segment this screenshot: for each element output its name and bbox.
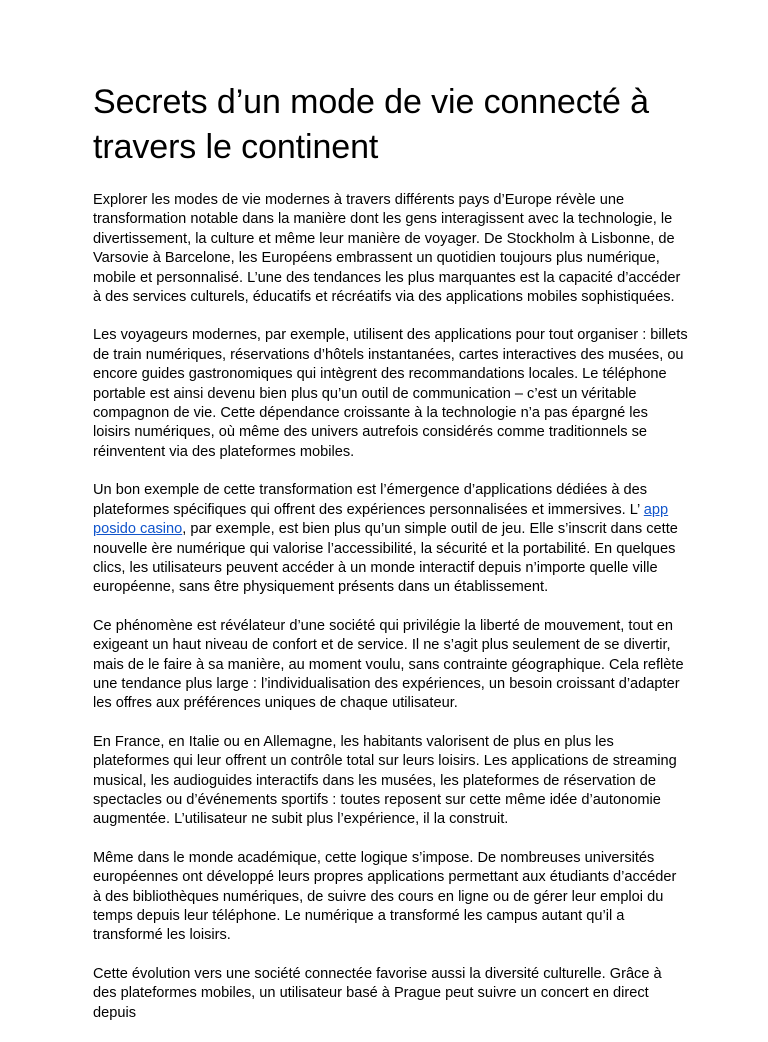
- paragraph-3-before: Un bon exemple de cette transformation est l’émergence d’applications dédiées à des plateformes spécifiques qui offrent des expériences personnalisées et immersives. L’: [93, 482, 648, 518]
- document-title: Secrets d’un mode de vie connecté à travers le continent: [93, 83, 649, 166]
- paragraph-2: Les voyageurs modernes, par exemple, utilisent des applications pour tout organiser : billets de train numériques, réservations d’hôtels instantanées, cartes interactives des musées, ou encore guides gastronomiques qui intègrent des recommandations locales. Le téléphone portable est ainsi devenu bien plus qu’un outil de communication – c’est un véritable compagnon de vie. Cette dépendance croissante à la technologie n’a pas épargné les loisirs numériques, où même des univers autrefois considérés comme traditionnels se réinventent via des plateformes mobiles.: [93, 327, 688, 460]
- paragraph-5: En France, en Italie ou en Allemagne, les habitants valorisent de plus en plus les plateformes qui leur offrent un contrôle total sur leurs loisirs. Les applications de streaming musical, les audioguides interactifs dans les musées, les plateformes de réservation de spectacles ou d’événements sportifs : toutes reposent sur cette même idée d’autonomie augmentée. L’utilisateur ne subit plus l’expérience, il la construit.: [93, 733, 677, 828]
- paragraph-6: Même dans le monde académique, cette logique s’impose. De nombreuses universités européennes ont développé leurs propres applications permettant aux étudiants d’accéder à des bibliothèques numériques, de suivre des cours en ligne ou de gérer leur emploi du temps depuis leur téléphone. Le numérique a transformé les campus autant qu’il a transformé les loisirs.: [93, 849, 677, 944]
- paragraph-3: [93, 481, 688, 597]
- paragraph-7: Cette évolution vers une société connectée favorise aussi la diversité culturelle. Grâce à des plateformes mobiles, un utilisateur basé à Prague peut suivre un concert en direct depuis: [93, 965, 662, 1021]
- paragraph-3-after: , par exemple, est bien plus qu’un simple outil de jeu. Elle s’inscrit dans cette nouvelle ère numérique qui valorise l’accessibilité, la sécurité et la portabilité. En quelques clics, les utilisateurs peuvent accéder à un monde interactif depuis n’importe quelle ville européenne, sans être physiquement présents dans un établissement.: [93, 521, 678, 596]
- paragraph-1: Explorer les modes de vie modernes à travers différents pays d’Europe révèle une transformation notable dans la manière dont les gens interagissent avec la technologie, le divertissement, la culture et même leur manière de voyager. De Stockholm à Lisbonne, de Varsovie à Barcelone, les Européens embrassent un quotidien toujours plus numérique, mobile et personnalisé. L’une des tendances les plus marquantes est la capacité d’accéder à des services culturels, éducatifs et récréatifs via des applications mobiles sophistiquées.: [93, 192, 681, 306]
- document-page: [93, 80, 688, 1042]
- app-posido-casino-link[interactable]: app posido casino: [93, 501, 669, 538]
- paragraph-4: Ce phénomène est révélateur d’une société qui privilégie la liberté de mouvement, tout en exigeant un haut niveau de confort et de service. Il ne s’agit plus seulement de se divertir, mais de le faire à sa manière, au moment voulu, sans contrainte géographique. Cela reflète une tendance plus large : l’individualisation des expériences, un besoin croissant d’adapter les offres aux préférences uniques de chaque utilisateur.: [93, 617, 684, 712]
